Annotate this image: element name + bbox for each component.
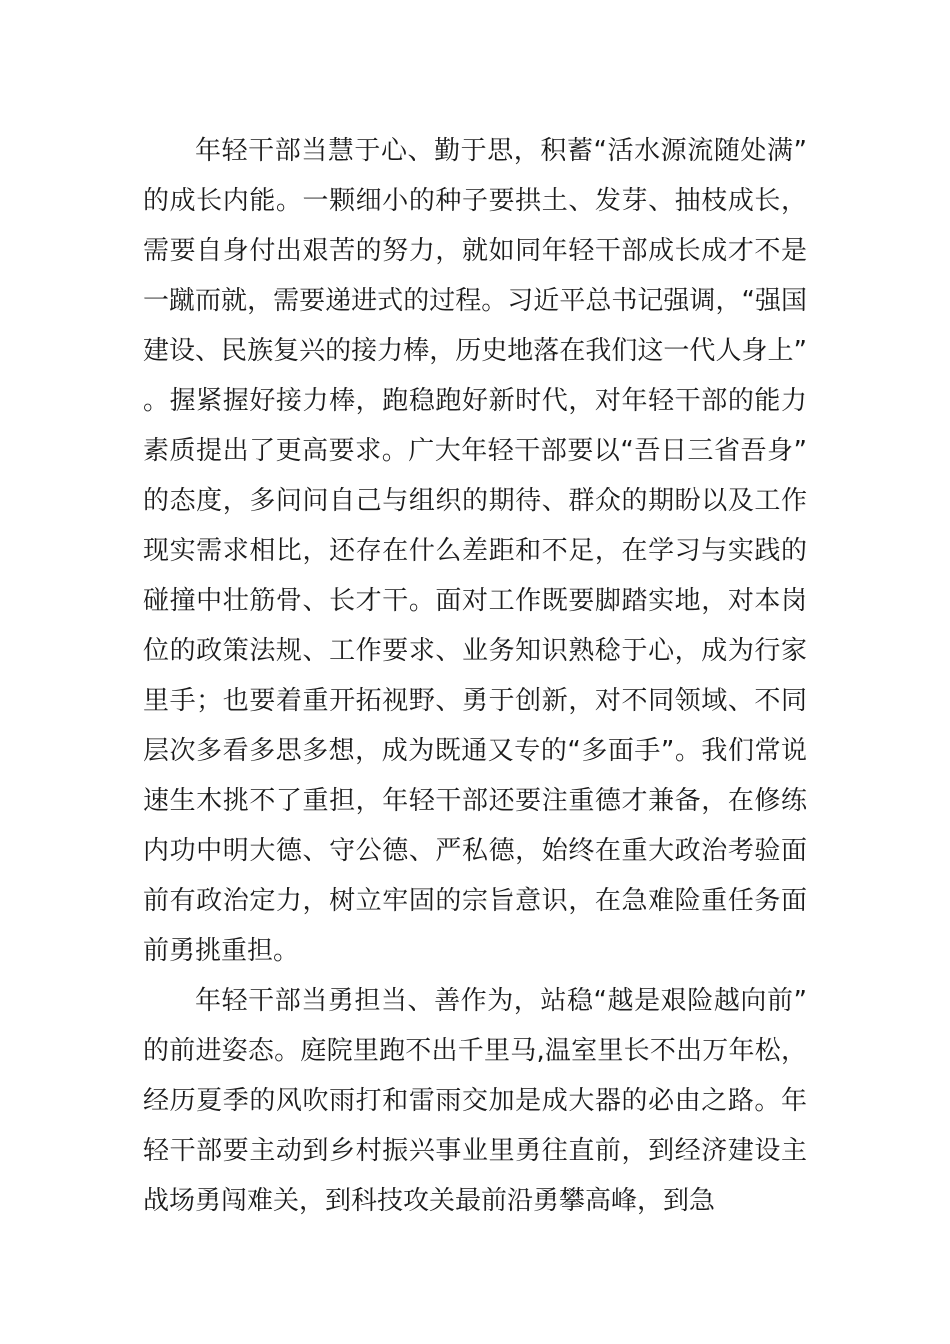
paragraph-2: 年轻干部当勇担当、善作为，站稳“越是艰险越向前”的前进姿态。庭院里跑不出千里马,温室里长不出万年松，经历夏季的风吹雨打和雷雨交加是成大器的必由之路。年轻干部要主动到乡村振兴事业里勇往直前，到经济建设主战场勇闯难关，到科技攻关最前沿勇攀高峰，到急 — [143, 986, 807, 1216]
paragraph-1: 年轻干部当慧于心、勤于思，积蓄“活水源流随处满”的成长内能。一颗细小的种子要拱土、发芽、抽枝成长，需要自身付出艰苦的努力，就如同年轻干部成长成才不是一蹴而就，需要递进式的过程。习近平总书记强调，“强国建设、民族复兴的接力棒，历史地落在我们这一代人身上”。握紧握好接力棒，跑稳跑好新时代，对年轻干部的能力素质提出了更高要求。广大年轻干部要以“吾日三省吾身”的态度，多问问自己与组织的期待、群众的期盼以及工作现实需求相比，还存在什么差距和不足，在学习与实践的碰撞中壮筋骨、长才干。面对工作既要脚踏实地，对本岗位的政策法规、工作要求、业务知识熟稔于心，成为行家里手；也要着重开拓视野、勇于创新，对不同领域、不同层次多看多思多想，成为既通又专的“多面手”。我们常说速生木挑不了重担，年轻干部还要注重德才兼备，在修练内功中明大德、守公德、严私德，始终在重大政治考验面前有政治定力，树立牢固的宗旨意识，在急难险重任务面前勇挑重担。 — [143, 136, 807, 966]
document-body — [143, 126, 807, 1226]
